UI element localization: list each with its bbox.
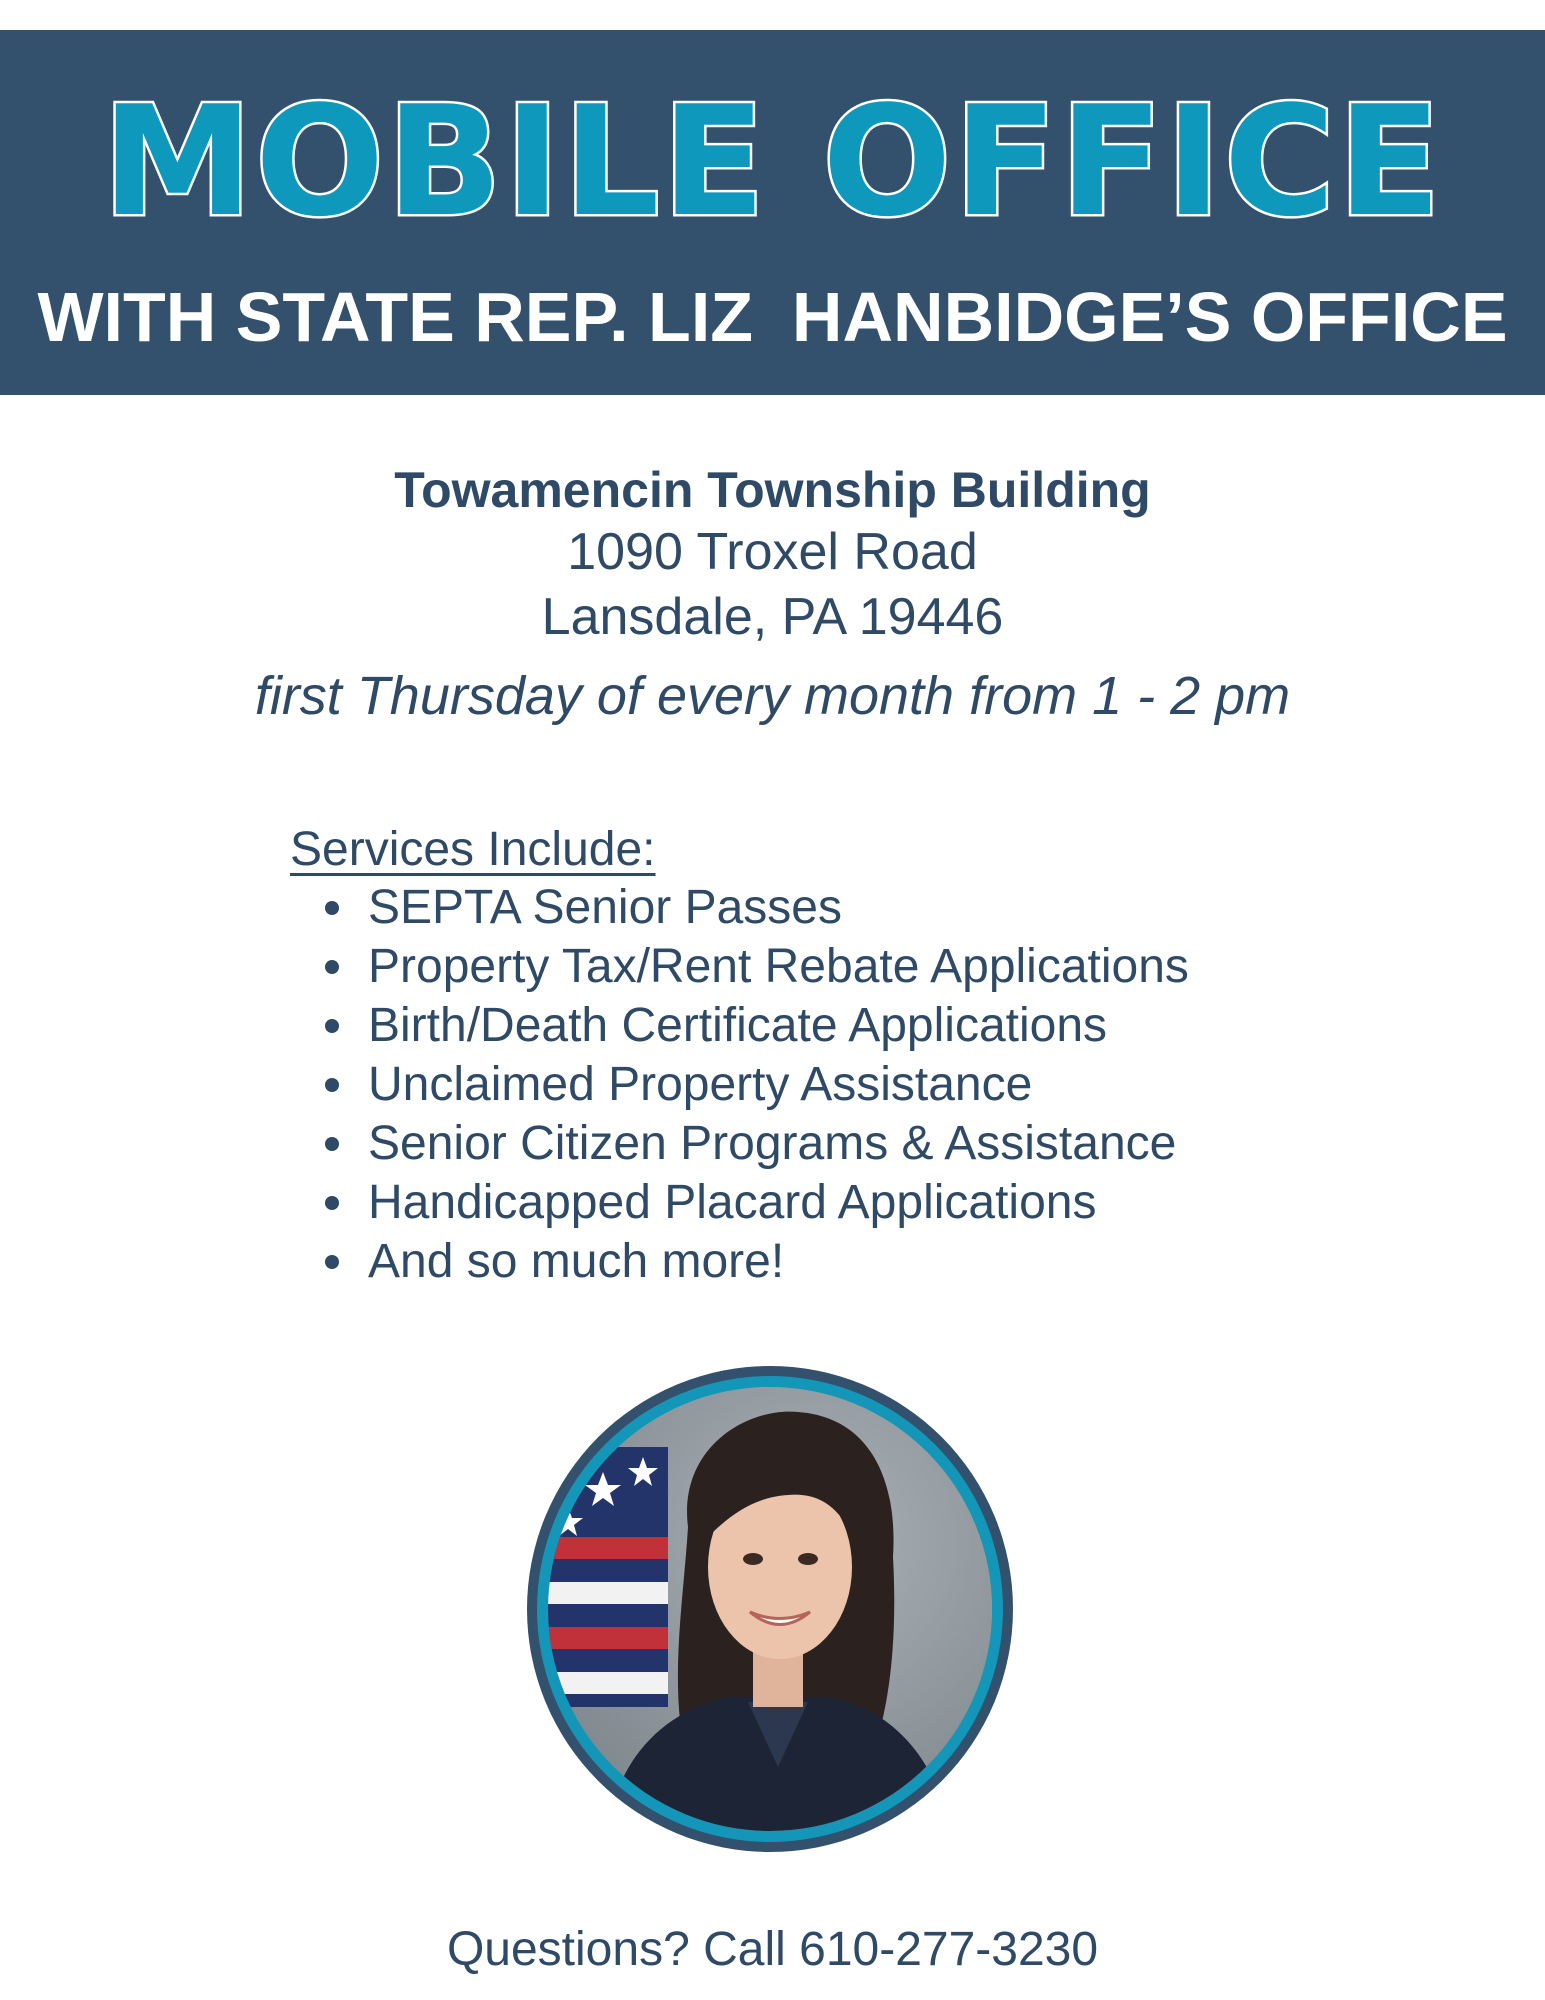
service-label: Senior Citizen Programs & Assistance bbox=[368, 1117, 1177, 1170]
services-heading: Services Include: bbox=[290, 823, 656, 876]
portrait-image bbox=[548, 1387, 992, 1831]
portrait-ring bbox=[537, 1376, 1003, 1842]
bullet-icon bbox=[325, 1019, 339, 1033]
service-label: And so much more! bbox=[368, 1235, 785, 1288]
list-item bbox=[322, 937, 1189, 996]
location-name: Towamencin Township Building bbox=[394, 462, 1151, 518]
service-label: Handicapped Placard Applications bbox=[368, 1176, 1097, 1229]
location-street: 1090 Troxel Road bbox=[567, 523, 978, 581]
page-subtitle: WITH STATE REP. LIZ HANBIDGE’S OFFICE bbox=[37, 278, 1508, 356]
service-label: Unclaimed Property Assistance bbox=[368, 1058, 1033, 1111]
page-title: MOBILE OFFICE bbox=[101, 73, 1444, 250]
bullet-icon bbox=[325, 1255, 339, 1269]
list-item bbox=[322, 1173, 1189, 1232]
location-city: Lansdale, PA 19446 bbox=[541, 588, 1004, 646]
service-label: Birth/Death Certificate Applications bbox=[368, 999, 1108, 1052]
service-label: Property Tax/Rent Rebate Applications bbox=[368, 940, 1189, 993]
bullet-icon bbox=[325, 1078, 339, 1092]
services-list bbox=[322, 878, 1189, 1291]
bullet-icon bbox=[325, 901, 339, 915]
portrait-photo bbox=[548, 1387, 992, 1831]
list-item bbox=[322, 878, 1189, 937]
flag-icon bbox=[548, 1447, 668, 1707]
schedule-text: first Thursday of every month from 1 - 2 pm bbox=[254, 666, 1291, 726]
list-item bbox=[322, 1232, 1189, 1291]
bullet-icon bbox=[325, 1196, 339, 1210]
service-label: SEPTA Senior Passes bbox=[368, 881, 842, 934]
portrait-frame bbox=[527, 1366, 1013, 1852]
list-item bbox=[322, 1114, 1189, 1173]
bullet-icon bbox=[325, 1137, 339, 1151]
list-item bbox=[322, 1055, 1189, 1114]
bullet-icon bbox=[325, 960, 339, 974]
list-item bbox=[322, 996, 1189, 1055]
contact-questions: Questions? Call 610-277-3230 bbox=[446, 1923, 1099, 1976]
